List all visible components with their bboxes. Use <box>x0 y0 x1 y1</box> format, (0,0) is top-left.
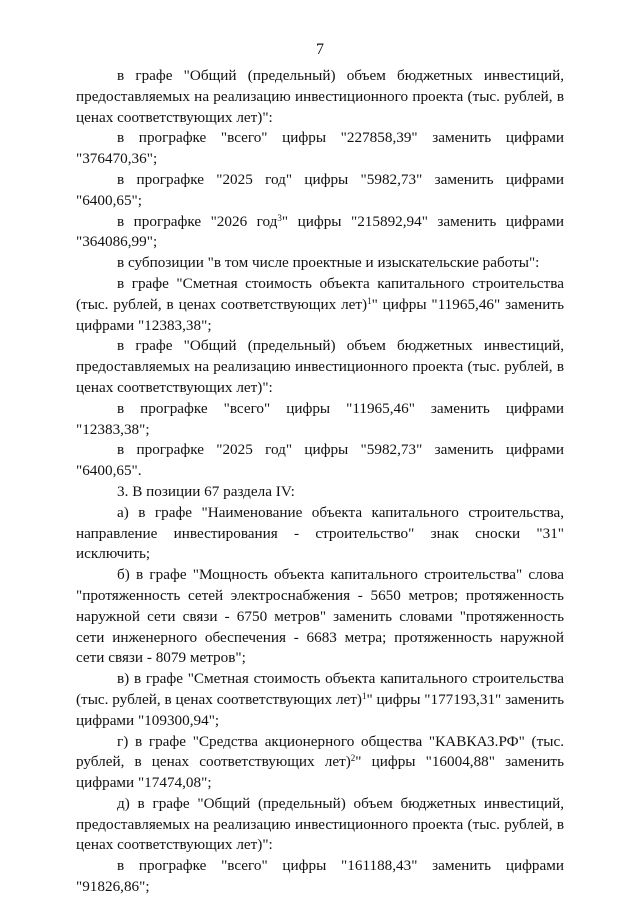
paragraph-text: в) в графе "Сметная стоимость объекта капитального строительства (тыс. рублей, в ценах соответствующих лет) <box>76 670 564 708</box>
paragraph-text: " цифры "11965,46" заменить цифрами "12383,38"; <box>76 295 564 334</box>
paragraph-text: д) в графе "Общий (предельный) объем бюджетных инвестиций, предоставляемых на реализацию инвестиционного проекта (тыс. рублей, в ценах соответствующих лет)": <box>76 794 564 854</box>
paragraph-text: г) в графе "Средства акционерного общества "КАВКАЗ.РФ" (тыс. рублей, в ценах соответствующих лет) <box>76 732 564 771</box>
paragraph <box>76 794 564 856</box>
paragraph <box>76 440 564 482</box>
paragraph-text: в графе "Общий (предельный) объем бюджетных инвестиций, предоставляемых на реализацию инвестиционного проекта (тыс. рублей, в ценах соответствующих лет)": <box>76 337 564 396</box>
paragraph <box>76 482 564 503</box>
paragraph <box>76 732 564 794</box>
paragraph-text: в прографке "всего" цифры "161188,43" заменить цифрами "91826,86"; <box>76 857 564 896</box>
paragraph-text: в субпозиции "в том числе проектные и изыскательские работы": <box>117 254 540 272</box>
paragraph <box>76 66 564 128</box>
paragraph-text: б) в графе "Мощность объекта капитального строительства" слова "протяженность сетей электроснабжения - 5650 метров; протяженность наружной сети связи - 6750 метров" заменить словами "протяженность сети инженерного обеспечения - 6683 метра; протяженность наружной сети связи - 8079 метров"; <box>76 566 564 667</box>
paragraph-text: в прографке "всего" цифры "11965,46" заменить цифрами "12383,38"; <box>76 399 564 438</box>
paragraph-text: в прографке "2025 год" цифры "5982,73" заменить цифрами "6400,65"; <box>76 170 564 209</box>
document-body <box>76 66 564 898</box>
paragraph <box>76 565 564 669</box>
paragraph <box>76 856 564 898</box>
paragraph <box>76 274 564 336</box>
paragraph <box>76 399 564 441</box>
paragraph-text: в прографке "всего" цифры "227858,39" заменить цифрами "376470,36"; <box>76 129 564 168</box>
footnote-mark: 1 <box>367 295 372 306</box>
page-number: 7 <box>316 41 324 58</box>
paragraph-text: в прографке "2026 год <box>117 212 278 230</box>
paragraph <box>76 253 564 274</box>
footnote-mark: 3 <box>277 212 282 223</box>
paragraph-text: в графе "Сметная стоимость объекта капитального строительства (тыс. рублей, в ценах соответствующих лет) <box>76 274 564 313</box>
paragraph <box>76 336 564 398</box>
paragraph-text: в графе "Общий (предельный) объем бюджетных инвестиций, предоставляемых на реализацию инвестиционного проекта (тыс. рублей, в ценах соответствующих лет)": <box>76 67 564 126</box>
paragraph-text: " цифры "215892,94" заменить цифрами "364086,99"; <box>76 212 564 251</box>
paragraph <box>76 669 564 731</box>
footnote-mark: 2 <box>350 753 356 764</box>
paragraph <box>76 170 564 212</box>
paragraph-text: в прографке "2025 год" цифры "5982,73" заменить цифрами "6400,65". <box>76 441 564 480</box>
footnote-mark: 1 <box>362 690 367 701</box>
paragraph-text: 3. В позиции 67 раздела IV: <box>117 482 295 500</box>
paragraph-text: " цифры "177193,31" заменить цифрами "109300,94"; <box>76 690 565 729</box>
paragraph-text: " цифры "16004,88" заменить цифрами "17474,08"; <box>76 753 564 792</box>
paragraph <box>76 503 564 565</box>
paragraph <box>76 128 564 170</box>
paragraph <box>76 212 564 254</box>
paragraph-text: а) в графе "Наименование объекта капитального строительства, направление инвестирования - строительство" знак сноски "31" исключить; <box>76 503 564 563</box>
